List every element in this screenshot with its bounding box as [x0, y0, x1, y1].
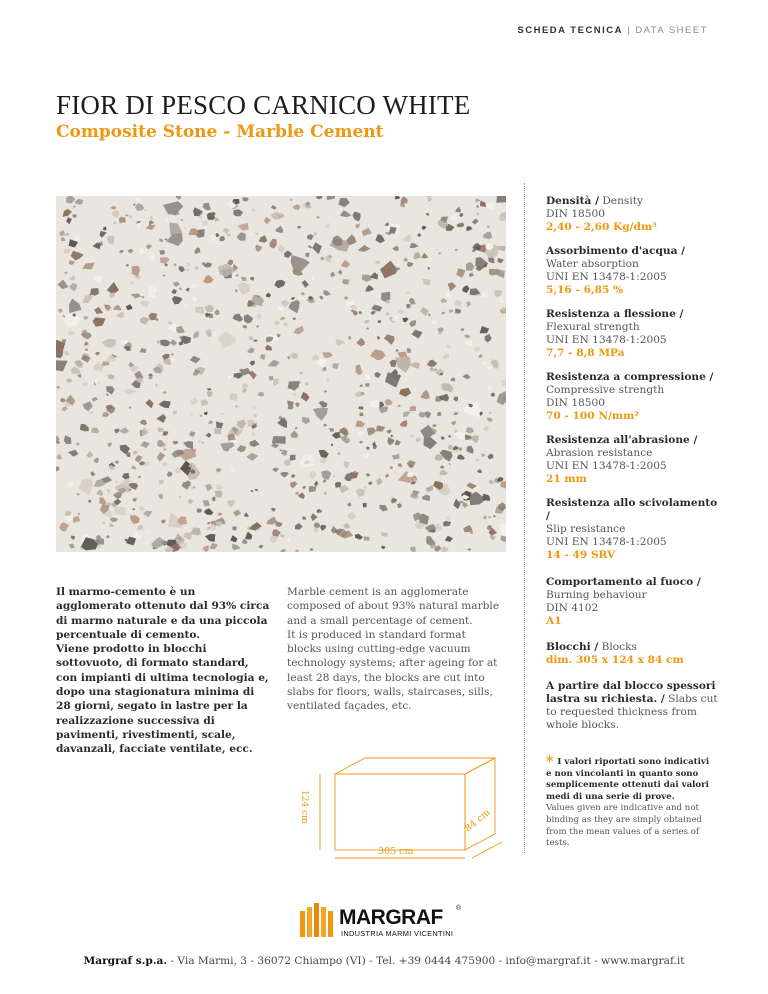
block-height-label: 124 cm — [299, 790, 309, 824]
block-width-label: 305 cm — [378, 846, 414, 857]
spec-flexural-strength: Resistenza a flessione / Flexural strength UNI EN 13478-1:2005 7,7 - 8,8 MPa — [546, 308, 684, 359]
spec-density: Densità / Density DIN 18500 2,40 - 2,60 Kg/dm³ — [546, 195, 657, 233]
document-type-label: SCHEDA TECNICA | DATA SHEET — [517, 25, 708, 36]
block-depth-label: 84 cm — [463, 807, 493, 835]
spec-burning-behaviour: Comportamento al fuoco / Burning behaviour DIN 4102 A1 — [546, 576, 701, 627]
spec-compressive-strength: Resistenza a compressione / Compressive strength DIN 18500 70 - 100 N/mm² — [546, 371, 714, 422]
spec-water-absorption: Assorbimento d'acqua / Water absorption UNI EN 13478-1:2005 5,16 - 6,85 % — [546, 245, 686, 296]
technical-specs — [546, 195, 721, 743]
description-english: Marble cement is an agglomerate composed of about 93% natural marble and a small percentage of cement. It is produced in standard format blocks using cutting-edge vacuum technology systems; after ageing for at least 28 days, the blocks are cut into slabs for floors, walls, staircases, sills, ventilated façades, etc. — [287, 586, 500, 713]
spec-blocks: Blocchi / Blocks dim. 305 x 124 x 84 cm — [546, 641, 684, 666]
description-italian: Il marmo-cemento è un agglomerato ottenuto dal 93% circa di marmo naturale e da una piccola percentuale di cemento. Viene prodotto in blocchi sottovuoto, di formato standard, con impianti di ultima tecnologia e, dopo una stagionatura minima di 28 giorni, segato in lastre per la realizzazione successiva di pavimenti, rivestimenti, scale, davanzali, facciate ventilate, ecc. — [56, 586, 270, 756]
product-category: Composite Stone - Marble Cement — [56, 122, 384, 142]
disclaimer-note: * I valori riportati sono indicativi e non vincolanti in quanto sono semplicemente ottenuti dai valori medi di una serie di prove. Values given are indicative and not binding as they are simply obtained from the mean values of a series of tests. — [546, 754, 710, 849]
spec-abrasion-resistance: Resistenza all'abrasione / Abrasion resistance UNI EN 13478-1:2005 21 mm — [546, 434, 698, 485]
block-top-face — [335, 758, 495, 774]
logo-registered-mark: ® — [456, 905, 462, 912]
block-side-face — [465, 758, 495, 850]
asterisk-icon: * — [546, 754, 554, 770]
logo-tagline: INDUSTRIA MARMI VICENTINI — [341, 929, 454, 938]
product-title: FIOR DI PESCO CARNICO WHITE — [56, 90, 471, 120]
logo-wordmark: MARGRAF — [339, 906, 443, 929]
footer-contact: Margraf s.p.a. - Via Marmi, 3 - 36072 Chiampo (VI) - Tel. +39 0444 475900 - info@margraf.it - www.margraf.it — [83, 955, 685, 967]
spec-slip-resistance: Resistenza allo scivolamento / Slip resistance UNI EN 13478-1:2005 14 - 49 SRV — [546, 497, 718, 561]
block-front-face — [335, 774, 465, 850]
stone-sample-image — [56, 196, 506, 552]
depth-dimension-line — [472, 842, 502, 858]
column-divider — [524, 183, 525, 853]
spec-slabs: A partire dal blocco spessori lastra su richiesta. / Slabs cut to requested thickness from whole blocks. — [546, 680, 718, 731]
